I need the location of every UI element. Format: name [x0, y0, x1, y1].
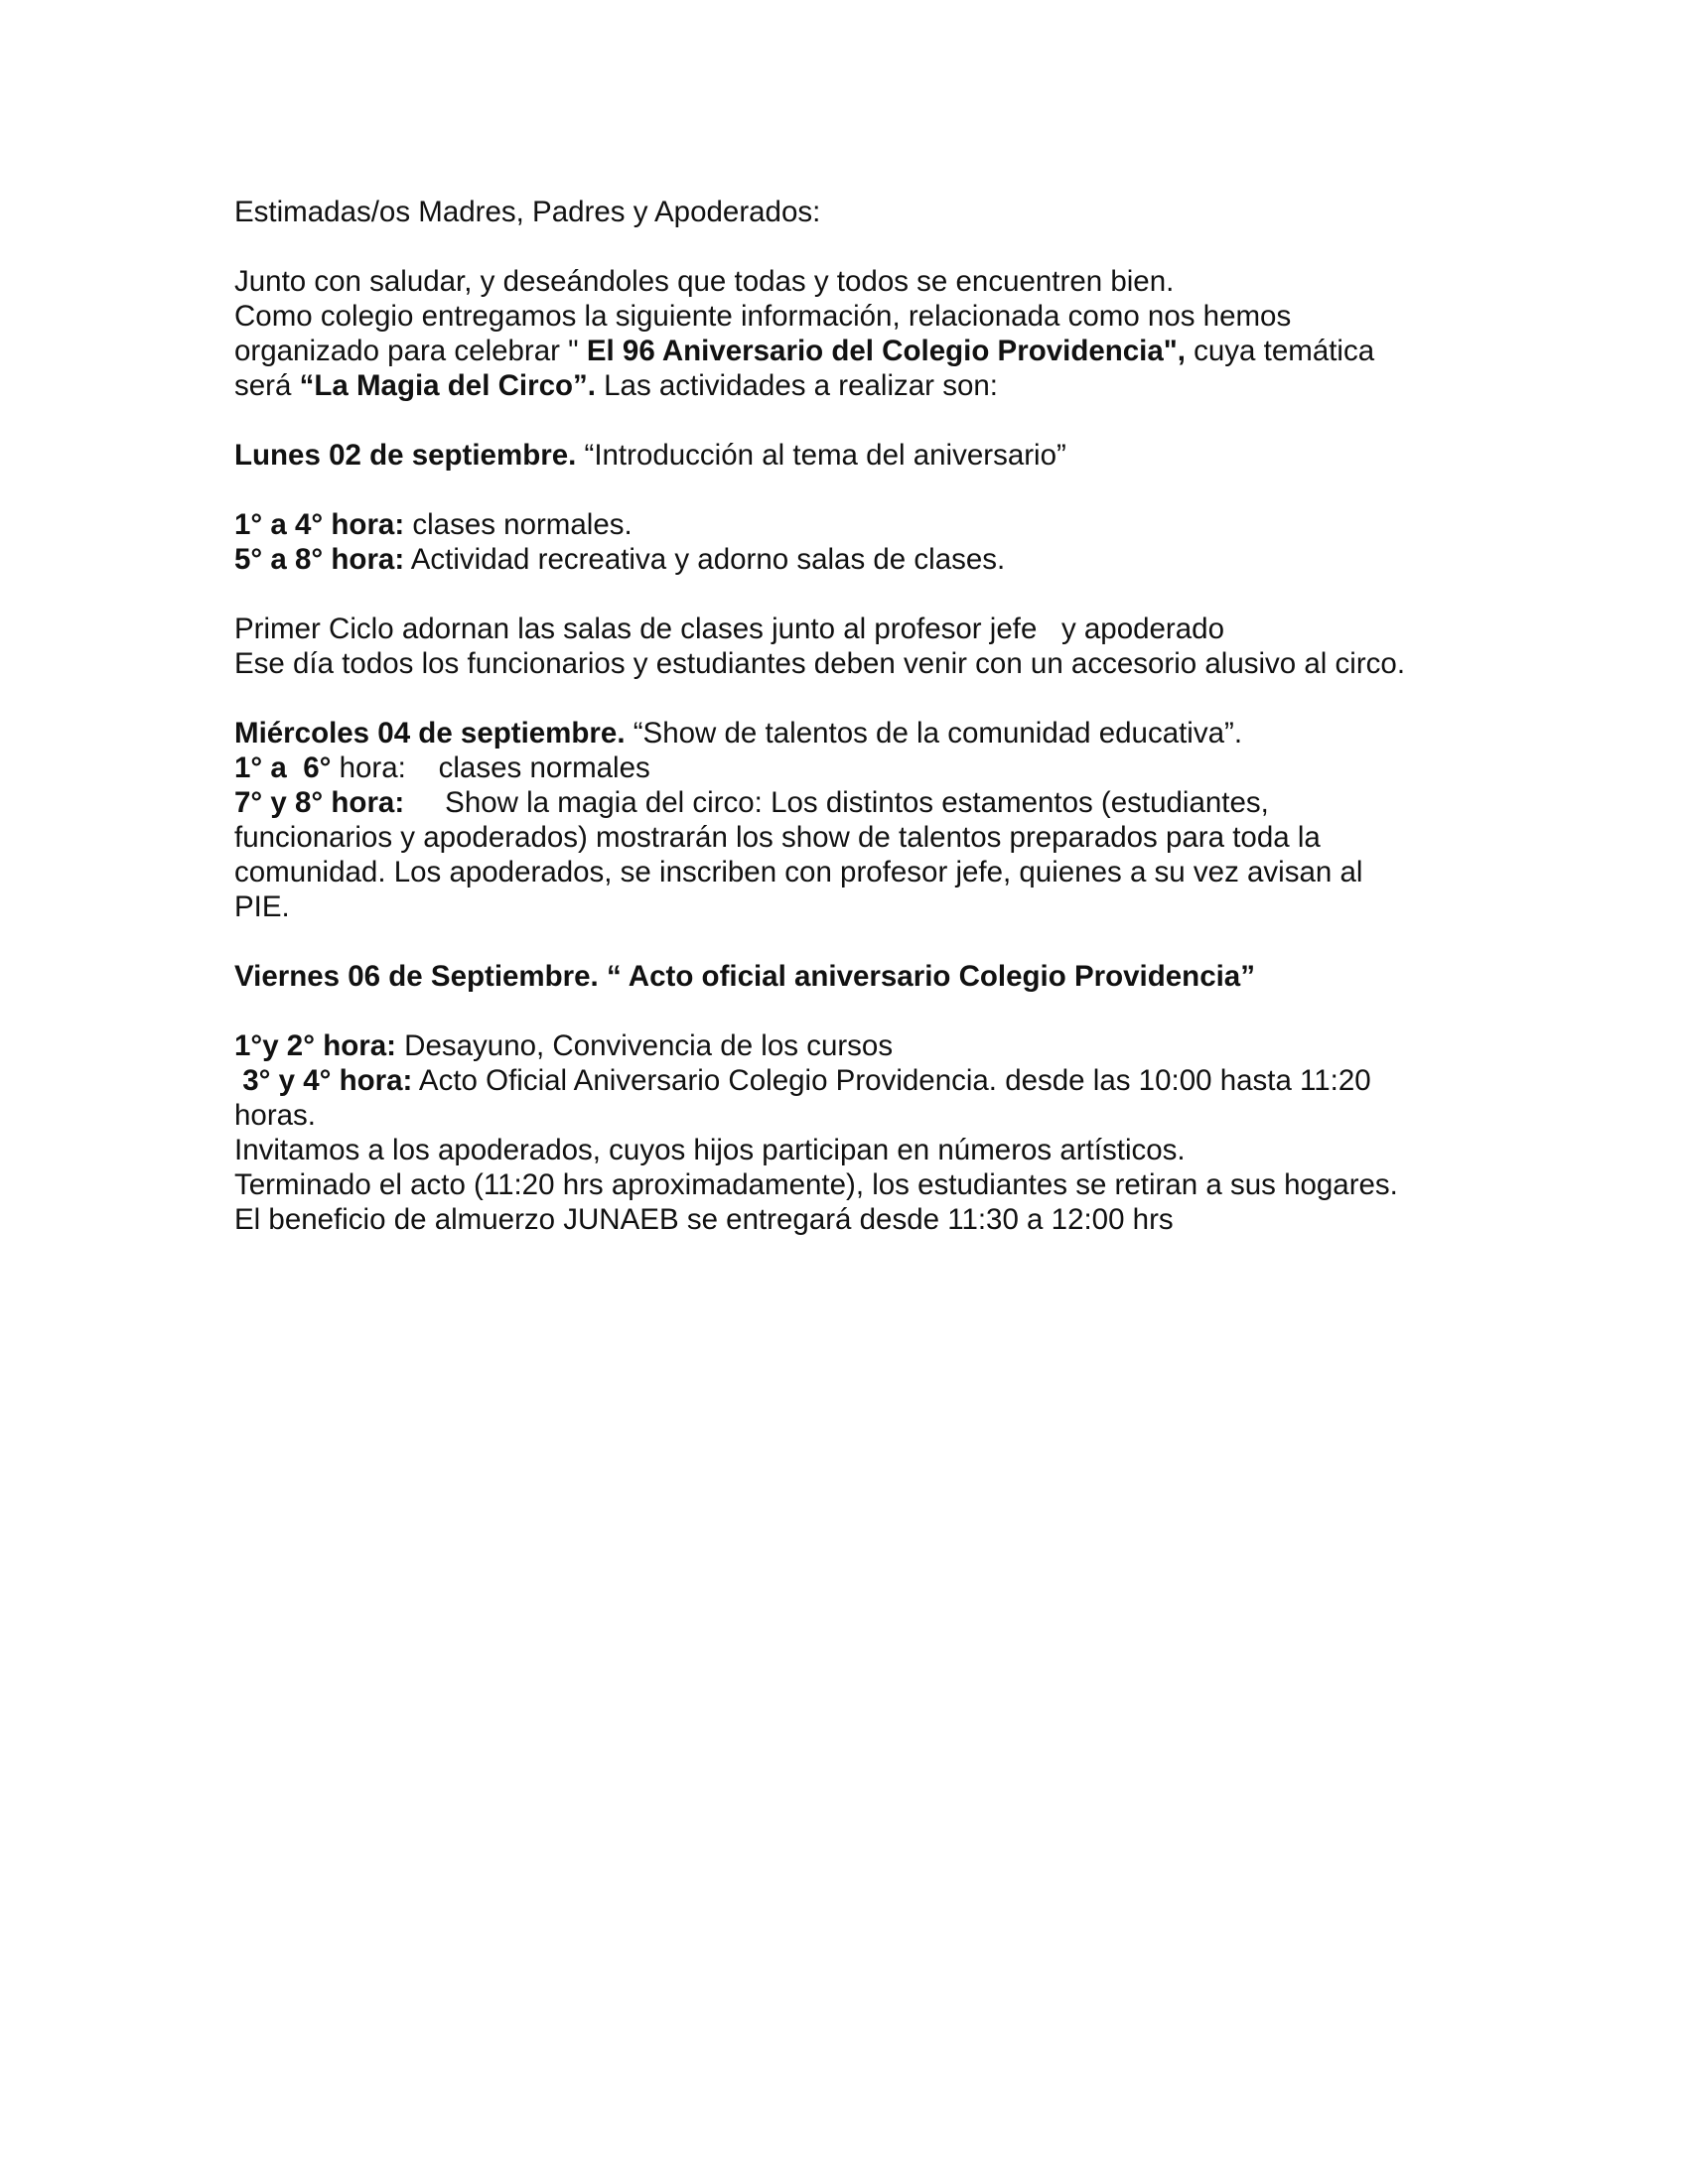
spacer — [234, 924, 1505, 959]
schedule-item — [234, 785, 1505, 820]
intro-line: Como colegio entregamos la siguiente información, relacionada como nos hemos — [234, 300, 1292, 333]
schedule-activity: Actividad recreativa y adorno salas de clases. — [404, 543, 1006, 576]
schedule-activity-continued: horas. — [234, 1099, 316, 1132]
schedule-item — [234, 1028, 1505, 1063]
friday-heading — [234, 959, 1505, 994]
schedule-activity: Show la magia del circo: Los distintos estamentos (estudiantes, — [404, 786, 1269, 819]
schedule-hours: 1° a 4° hora: — [234, 508, 405, 541]
schedule-item — [234, 507, 1505, 542]
spacer — [234, 577, 1505, 612]
spacer — [234, 229, 1505, 264]
schedule-item — [234, 1063, 1505, 1098]
schedule-hours: 3° y 4° hora: — [234, 1064, 413, 1097]
friday-note: Invitamos a los apoderados, cuyos hijos participan en números artísticos. — [234, 1134, 1186, 1166]
schedule-hours: 5° a 8° hora: — [234, 543, 405, 576]
monday-heading — [234, 438, 1505, 473]
spacer — [234, 473, 1505, 507]
schedule-hours: 1°y 2° hora: — [234, 1029, 396, 1062]
theme-name: “La Magia del Circo”. — [299, 369, 596, 402]
intro-text: Las actividades a realizar son: — [595, 369, 998, 402]
intro-text: organizado para celebrar " — [234, 335, 587, 367]
schedule-activity-continued: comunidad. Los apoderados, se inscriben con profesor jefe, quienes a su vez avisan al — [234, 856, 1363, 888]
monday-note: Ese día todos los funcionarios y estudiantes deben venir con un accesorio alusivo al circo. — [234, 647, 1406, 680]
intro-line: Junto con saludar, y deseándoles que todas y todos se encuentren bien. — [234, 265, 1175, 298]
wednesday-date: Miércoles 04 de septiembre. — [234, 717, 626, 750]
friday-note: El beneficio de almuerzo JUNAEB se entregará desde 11:30 a 12:00 hrs — [234, 1203, 1174, 1236]
letter-body — [234, 195, 1505, 1237]
spacer — [234, 681, 1505, 716]
monday-date: Lunes 02 de septiembre. — [234, 439, 577, 472]
monday-note: Primer Ciclo adornan las salas de clases junto al profesor jefe y apoderado — [234, 613, 1224, 645]
spacer — [234, 994, 1505, 1028]
anniversary-name: El 96 Aniversario del Colegio Providencia", — [586, 335, 1186, 367]
schedule-activity: clases normales. — [404, 508, 633, 541]
schedule-activity-continued: funcionarios y apoderados) mostrarán los show de talentos preparados para toda la — [234, 821, 1321, 854]
intro-line — [234, 368, 1505, 403]
wednesday-topic: “Show de talentos de la comunidad educativa”. — [625, 717, 1243, 750]
intro-line — [234, 334, 1505, 368]
schedule-hours: 7° y 8° hora: — [234, 786, 405, 819]
friday-note: Terminado el acto (11:20 hrs aproximadamente), los estudiantes se retiran a sus hogares. — [234, 1168, 1398, 1201]
spacer — [234, 403, 1505, 438]
schedule-activity: Acto Oficial Aniversario Colegio Providencia. desde las 10:00 hasta 11:20 — [412, 1064, 1371, 1097]
monday-topic: “Introducción al tema del aniversario” — [576, 439, 1066, 472]
intro-text: cuya temática — [1185, 335, 1375, 367]
wednesday-heading — [234, 716, 1505, 751]
schedule-activity: hora: clases normales — [331, 751, 650, 784]
schedule-item — [234, 542, 1505, 577]
greeting: Estimadas/os Madres, Padres y Apoderados: — [234, 196, 821, 228]
schedule-item — [234, 751, 1505, 785]
schedule-hours: 1° a 6° — [234, 751, 332, 784]
intro-text: será — [234, 369, 300, 402]
friday-title: Viernes 06 de Septiembre. “ Acto oficial aniversario Colegio Providencia” — [234, 960, 1255, 993]
schedule-activity: Desayuno, Convivencia de los cursos — [395, 1029, 894, 1062]
schedule-activity-continued: PIE. — [234, 890, 290, 923]
